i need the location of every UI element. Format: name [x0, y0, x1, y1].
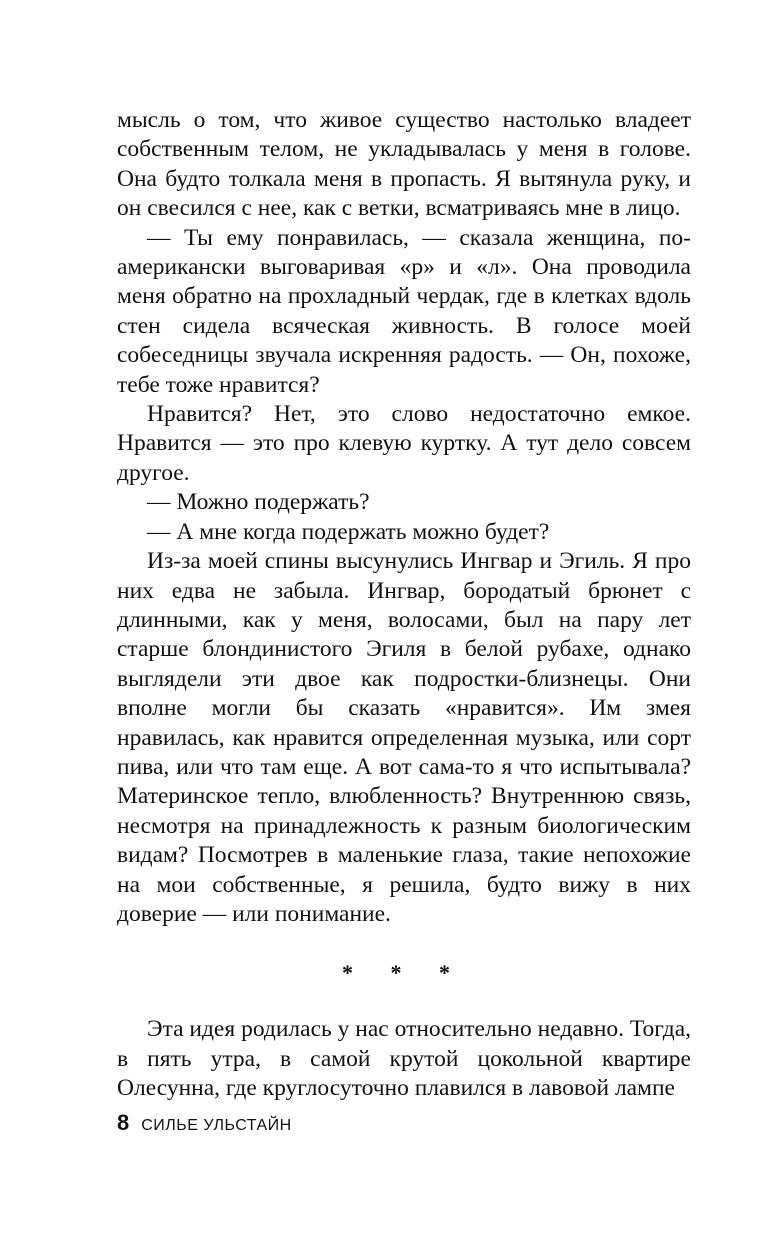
- page-footer: [117, 1110, 292, 1136]
- paragraph: мысль о том, что живое существо настолько владеет собственным телом, не укладывалась у меня в голове. Она будто толкала меня в пропасть. Я вытянула руку, и он свесился с нее, как с ветки, всматриваясь мне в лицо.: [117, 107, 691, 222]
- paragraph: — А мне когда подержать можно будет?: [147, 518, 550, 545]
- running-head: СИЛЬЕ УЛЬСТАЙН: [141, 1117, 292, 1134]
- paragraph: — Ты ему понравилась, — сказала женщина, по-американски выговаривая «р» и «л». Она проводила меня обратно на прохладный чердак, где в клетках вдоль стен сидела всяческая живность. В голосе моей собеседницы звучала искренняя радость. — Он, похоже, тебе тоже нравится?: [117, 224, 691, 398]
- paragraph: Из-за моей спины высунулись Ингвар и Эгиль. Я про них едва не забыла. Ингвар, бородатый брюнет с длинными, как у меня, волосами, был на пару лет старше блондинистого Эгиля в белой рубахе, однако выглядели эти двое как подростки-близнецы. Они вполне могли бы сказать «нравится». Им змея нравилась, как нравится определенная музыка, или сорт пива, или что там еще. А вот сама-то я что испытывала? Материнское тепло, влюбленность? Внутреннюю связь, несмотря на принадлежность к разным биологическим видам? Посмотрев в маленькие глаза, такие непохожие на мои собственные, я решила, будто вижу в них доверие — или понимание.: [117, 548, 691, 927]
- paragraph: Нравится? Нет, это слово недостаточно емкое. Нравится — это про клевую куртку. А тут дело совсем другое.: [117, 401, 691, 486]
- page-number: 8: [117, 1110, 130, 1135]
- page-body: [117, 106, 691, 1104]
- paragraph: Эта идея родилась у нас относительно недавно. Тогда, в пять утра, в самой крутой цокольной квартире Олесунна, где круглосуточно плавился в лавовой лампе: [117, 1016, 691, 1102]
- paragraph: — Можно подержать?: [147, 489, 370, 516]
- section-divider: * * *: [342, 960, 466, 986]
